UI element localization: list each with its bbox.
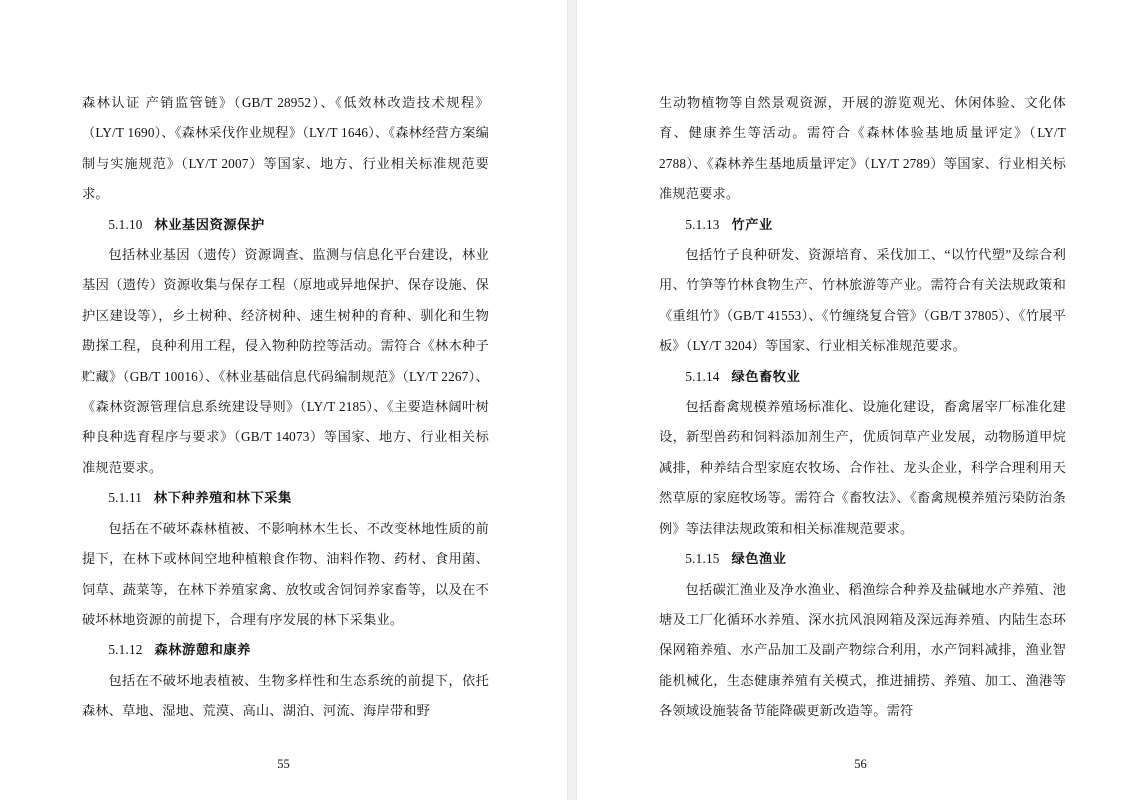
paragraph: 生动物植物等自然景观资源，开展的游览观光、休闲体验、文化体育、健康养生等活动。需符合《森林体验基地质量评定》（LY/T 2788）、《森林养生基地质量评定》（LY/T 2789）等国家、行业相关标准规范要求。 [659,95,1066,202]
section-number: 5.1.12 [108,642,143,658]
section-heading [659,210,1066,240]
section-number: 5.1.10 [108,216,143,232]
page-number: 55 [277,757,290,771]
section-title: 绿色渔业 [731,551,787,567]
paragraph: 包括碳汇渔业及净水渔业、稻渔综合种养及盐碱地水产养殖、池塘及工厂化循环水养殖、深水抗风浪网箱及深远海养殖、内陆生态环保网箱养殖、水产品加工及副产物综合利用，水产饲料减排，渔业智能机械化，生态健康养殖有关模式，推进捕捞、养殖、加工、渔港等各领域设施装备节能降碳更新改造等。需符 [659,581,1066,719]
section-title: 森林游憩和康养 [154,642,251,658]
paragraph: 包括竹子良种研发、资源培育、采伐加工、“以竹代塑”及综合利用、竹笋等竹林食物生产、竹林旅游等产业。需符合有关法规政策和《重组竹》（GB/T 41553）、《竹缠绕复合管》（GB/T 37805）、《竹展平板》（LY/T 3204）等国家、行业相关标准规范要求。 [659,247,1066,354]
section-heading [659,362,1066,392]
section-number: 5.1.11 [108,490,143,506]
section-title: 林业基因资源保护 [154,216,265,232]
page-right-content [659,88,1066,740]
paragraph: 包括在不破坏森林植被、不影响林木生长、不改变林地性质的前提下，在林下或林间空地种植粮食作物、油料作物、药材、食用菌、饲草、蔬菜等，在林下养殖家禽、放牧或舍饲饲养家畜等，以及在不破坏林地资源的前提下，合理有序发展的林下采集业。 [82,520,489,627]
section-heading [659,544,1066,574]
section-number: 5.1.13 [685,216,720,232]
section-heading [82,483,489,513]
page-right [577,0,1144,800]
paragraph: 包括林业基因（遗传）资源调查、监测与信息化平台建设，林业基因（遗传）资源收集与保存工程（原地或异地保护、保存设施、保护区建设等），乡土树种、经济树种、速生树种的育种、驯化和生物勘探工程，良种利用工程，侵入物种防控等活动。需符合《林木种子贮藏》（GB/T 10016）、《林业基础信息代码编制规范》（LY/T 2267）、《森林资源管理信息系统建设导则》（LY/T 2185）、《主要造林阔叶树种良种选育程序与要求》（GB/T 14073）等国家、地方、行业相关标准规范要求。 [82,247,489,475]
paragraph: 包括在不破坏地表植被、生物多样性和生态系统的前提下，依托森林、草地、湿地、荒漠、高山、湖泊、河流、海岸带和野 [82,672,489,719]
section-heading [82,635,489,665]
section-title: 绿色畜牧业 [731,368,801,384]
paragraph: 包括畜禽规模养殖场标准化、设施化建设，畜禽屠宰厂标准化建设，新型兽药和饲料添加剂生产，优质饲草产业发展，动物肠道甲烷减排，种养结合型家庭农牧场、合作社、龙头企业，科学合理利用天然草原的家庭牧场等。需符合《畜牧法》、《畜禽规模养殖污染防治条例》等法律法规政策和相关标准规范要求。 [659,399,1066,536]
page-left-content [82,88,489,740]
section-title: 林下种养殖和林下采集 [153,490,292,506]
page-left [0,0,567,800]
section-number: 5.1.14 [685,368,720,384]
section-number: 5.1.15 [685,551,720,567]
page-number: 56 [854,757,867,771]
section-title: 竹产业 [731,216,773,232]
paragraph: 森林认证 产销监管链》（GB/T 28952）、《低效林改造技术规程》（LY/T 1690）、《森林采伐作业规程》（LY/T 1646）、《森林经营方案编制与实施规范》（LY/T 2007）等国家、地方、行业相关标准规范要求。 [82,95,489,202]
section-heading [82,210,489,240]
